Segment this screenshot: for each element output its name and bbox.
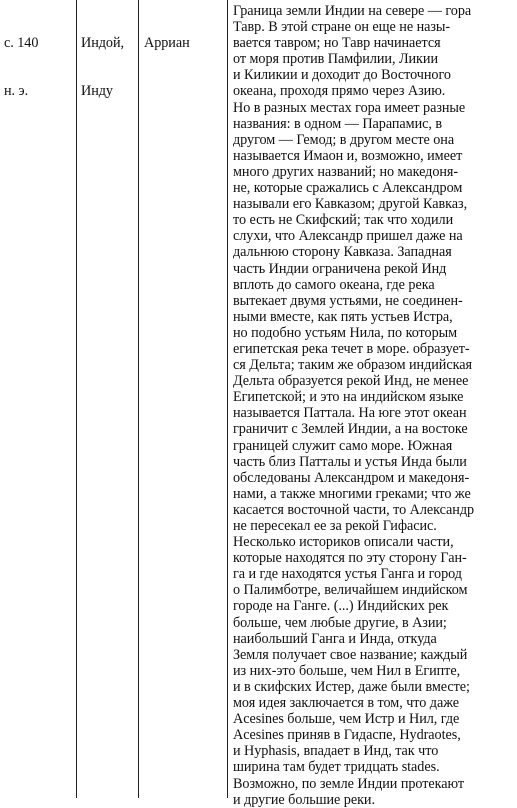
text-line: Возможно, по земле Индии протекают (233, 775, 465, 792)
column-divider (227, 0, 228, 798)
text-line: от моря против Памфилии, Ликии (233, 51, 438, 68)
text-line: ными вместе, как пять устьев Истра, (233, 308, 453, 325)
text-line: египетская река течет в море. образует- (233, 340, 470, 357)
text-line: не, которые сражались с Александром (233, 180, 463, 197)
text-line: называется Паттала. На юге этот океан (233, 405, 467, 422)
text-line: и Киликии и доходит до Восточного (233, 67, 451, 84)
text-line: Дельта образуется рекой Инд, не менее (233, 373, 469, 390)
text-line: Но в разных местах гора имеет разные (233, 99, 466, 116)
text-line: называется Имаон и, возможно, имеет (233, 147, 463, 164)
text-line: и в скифских Истер, даже были вместе; (233, 678, 470, 695)
text-cell (233, 3, 474, 808)
text-line: га и где находятся устья Ганга и город (233, 566, 462, 583)
region-cell (81, 3, 124, 132)
text-line: ширина там будет тридцать stades. (233, 759, 440, 776)
region-line: Индой, (81, 35, 124, 52)
text-line: и Hyphasis, впадает в Инд, так что (233, 743, 439, 760)
text-line: Несколько историков описали части, (233, 534, 454, 551)
column-divider (138, 0, 139, 798)
text-line: моя идея заключается в том, что даже (233, 695, 460, 712)
author-name: Арриан (144, 35, 190, 52)
text-line: Земля получает свое название; каждый (233, 646, 468, 663)
text-line: дальнюю сторону Кавказа. Западная (233, 244, 452, 261)
text-line: нами, а также многими греками; что же (233, 485, 471, 502)
text-line: но подобно устьям Нила, по которым (233, 324, 458, 341)
text-line: то есть не Скифский; так что ходили (233, 212, 454, 229)
text-line: другом — Гемод; в другом месте она (233, 131, 455, 148)
text-line: слухи, что Александр пришел даже на (233, 228, 463, 245)
text-line: которые находятся по эту сторону Ган- (233, 550, 467, 567)
text-line: наибольший Ганга и Инда, откуда (233, 630, 437, 647)
text-line: больше, чем любые другие, в Азии; (233, 614, 447, 631)
text-line: Acesines приняв в Гидаспе, Hydraotes, (233, 727, 461, 744)
text-line: вплоть до самого океана, где река (233, 276, 435, 293)
text-line: граничит с Землей Индии, а на востоке (233, 421, 468, 438)
text-line: не пересекал ее за рекой Гифасис. (233, 518, 437, 534)
text-line: океана, проходя прямо через Азию. (233, 83, 446, 100)
text-line: границей служит само море. Южная (233, 437, 453, 454)
text-line: часть близ Патталы и устья Инда были (233, 453, 467, 470)
text-line: касается восточной части, то Александр (233, 501, 475, 518)
region-line: Инду (81, 83, 113, 100)
text-line: из них-это больше, чем Нил в Египте, (233, 662, 461, 679)
text-line: обследованы Александром и македоня- (233, 469, 470, 486)
text-line: вытекает двумя устьями, не соединен- (233, 292, 463, 309)
text-line: Граница земли Индии на севере — гора (233, 3, 472, 19)
text-line: Acesines больше, чем Истр и Нил, где (233, 711, 460, 728)
text-line: названия: в одном — Парапамис, в (233, 115, 443, 132)
author-cell (144, 3, 190, 83)
text-line: и другие большие реки. (233, 791, 375, 808)
text-line: Египетской; и это на индийском языке (233, 389, 464, 406)
text-line: часть Индии ограничена рекой Инд (233, 260, 447, 277)
date-cell (4, 3, 38, 132)
text-line: ся Дельта; таким же образом индийская (233, 357, 472, 374)
text-line: Тавр. В этой стране он еще не назы- (233, 19, 451, 36)
text-line: о Палимботре, величайшем индийском (233, 582, 468, 599)
date-line: с. 140 (4, 35, 39, 52)
text-line: называли его Кавказом; другой Кавказ, (233, 196, 468, 213)
date-line: н. э. (4, 83, 29, 100)
text-line: много других названий; но македоня- (233, 163, 459, 180)
text-line: городе на Ганге. (...) Индийских рек (233, 598, 449, 615)
text-line: вается тавром; но Тавр начинается (233, 35, 441, 52)
column-divider (76, 0, 77, 798)
